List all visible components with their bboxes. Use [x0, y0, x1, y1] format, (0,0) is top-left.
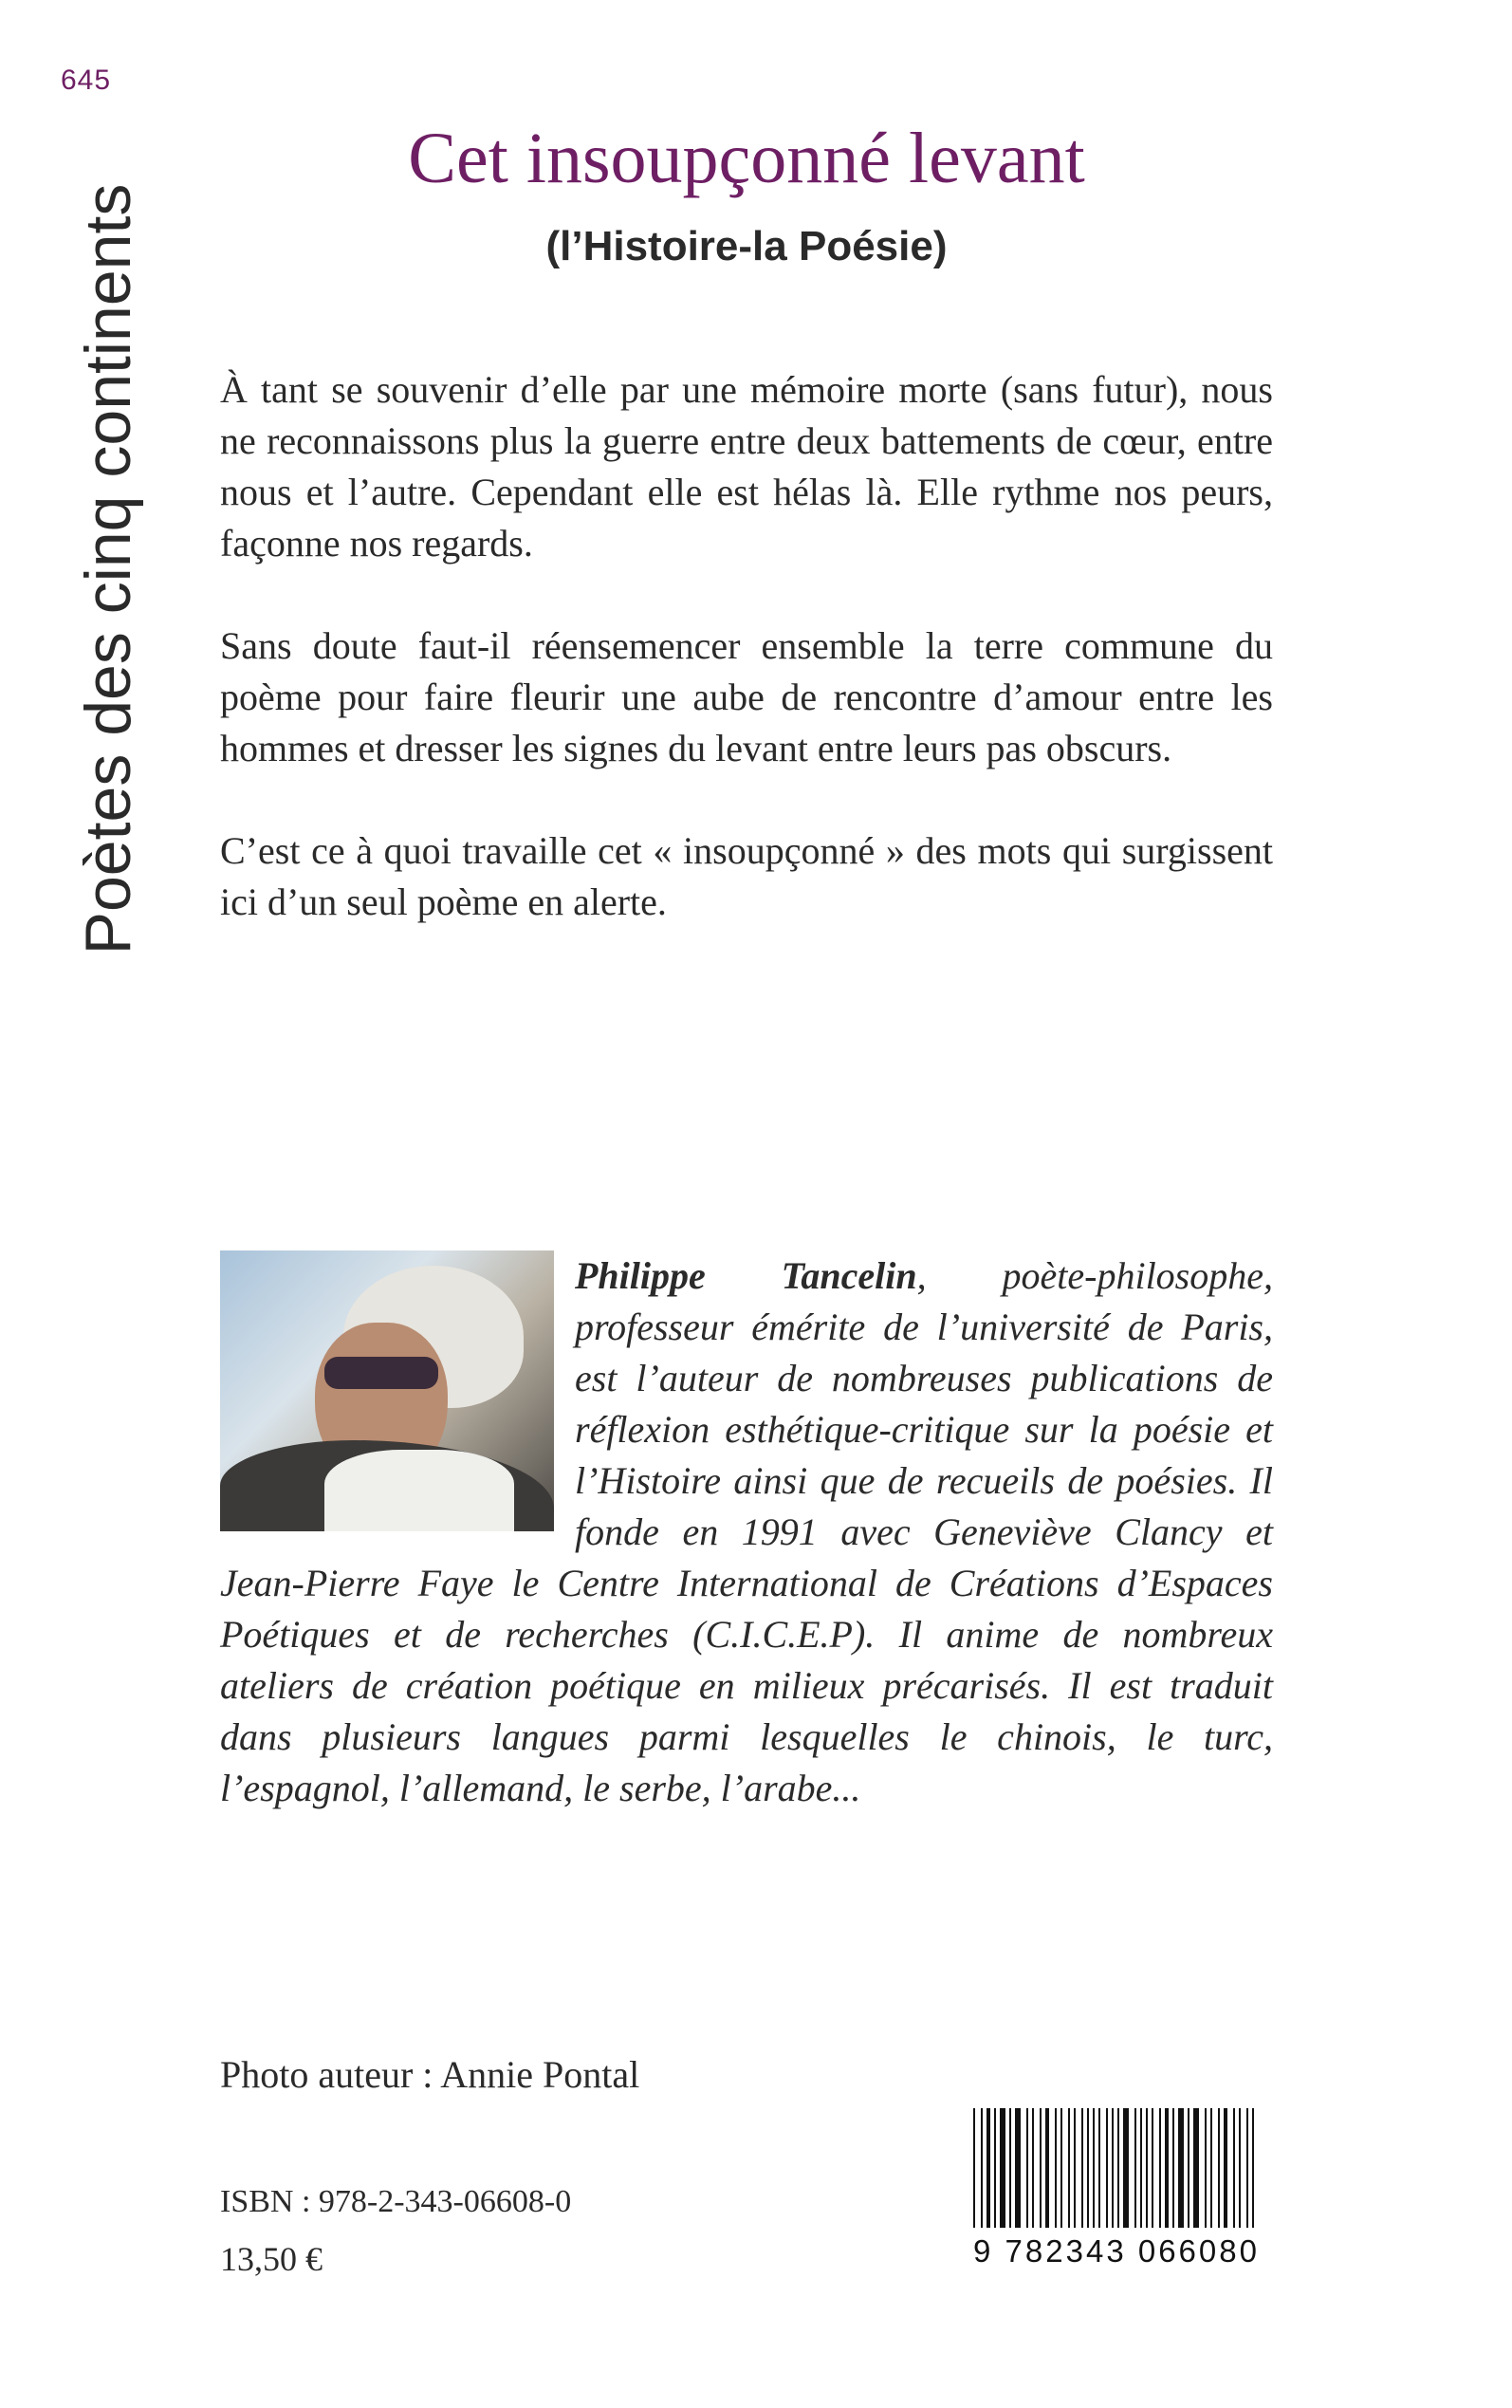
author-bio-section [220, 1250, 1273, 1814]
blurb-paragraph: Sans doute faut-il réensemencer ensemble la terre commune du poème pour faire fleurir une aube de rencontre d’amour entre les hommes et dresser les signes du levant entre leurs pas obscurs. [220, 624, 1273, 769]
collection-number: 645 [61, 65, 112, 96]
photo-credit: Photo auteur : Annie Pontal [220, 2053, 640, 2096]
isbn: ISBN : 978-2-343-06608-0 [220, 2184, 572, 2219]
blurb-paragraph: C’est ce à quoi travaille cet « insoupçonné » des mots qui surgissent ici d’un seul poème en alerte. [220, 829, 1273, 923]
author-name: Philippe Tancelin [575, 1254, 917, 1297]
back-cover-blurb [220, 364, 1273, 979]
book-subtitle: (l’Histoire-la Poésie) [545, 223, 948, 269]
collection-name-vertical: Poètes des cinq continents [72, 183, 144, 955]
barcode [960, 2108, 1273, 2275]
book-title: Cet insoupçonné levant [408, 119, 1085, 198]
author-bio: , poète-philosophe, professeur émérite de l’université de Paris, est l’auteur de nombreuses publications de réflexion esthétique-critique sur la poésie et l’Histoire ainsi que de recueils de poésies. Il fonde en 1991 avec Geneviève Clancy et Jean-Pierre Faye le Centre International de Créations d’Espaces Poétiques et de recherches (C.I.C.E.P). Il anime de nombreux ateliers de création poétique en milieux précarisés. Il est traduit dans plusieurs langues parmi lesquelles le chinois, le turc, l’espagnol, l’allemand, le serbe, l’arabe... [220, 1254, 1273, 1809]
author-photo [220, 1250, 554, 1531]
blurb-paragraph: À tant se souvenir d’elle par une mémoire morte (sans futur), nous ne reconnaissons plus la guerre entre deux battements de cœur, entre nous et l’autre. Cependant elle est hélas là. Elle rythme nos peurs, façonne nos regards. [220, 368, 1273, 565]
barcode-digits: 9 782343 066080 [960, 2228, 1273, 2275]
price: 13,50 € [220, 2240, 323, 2278]
